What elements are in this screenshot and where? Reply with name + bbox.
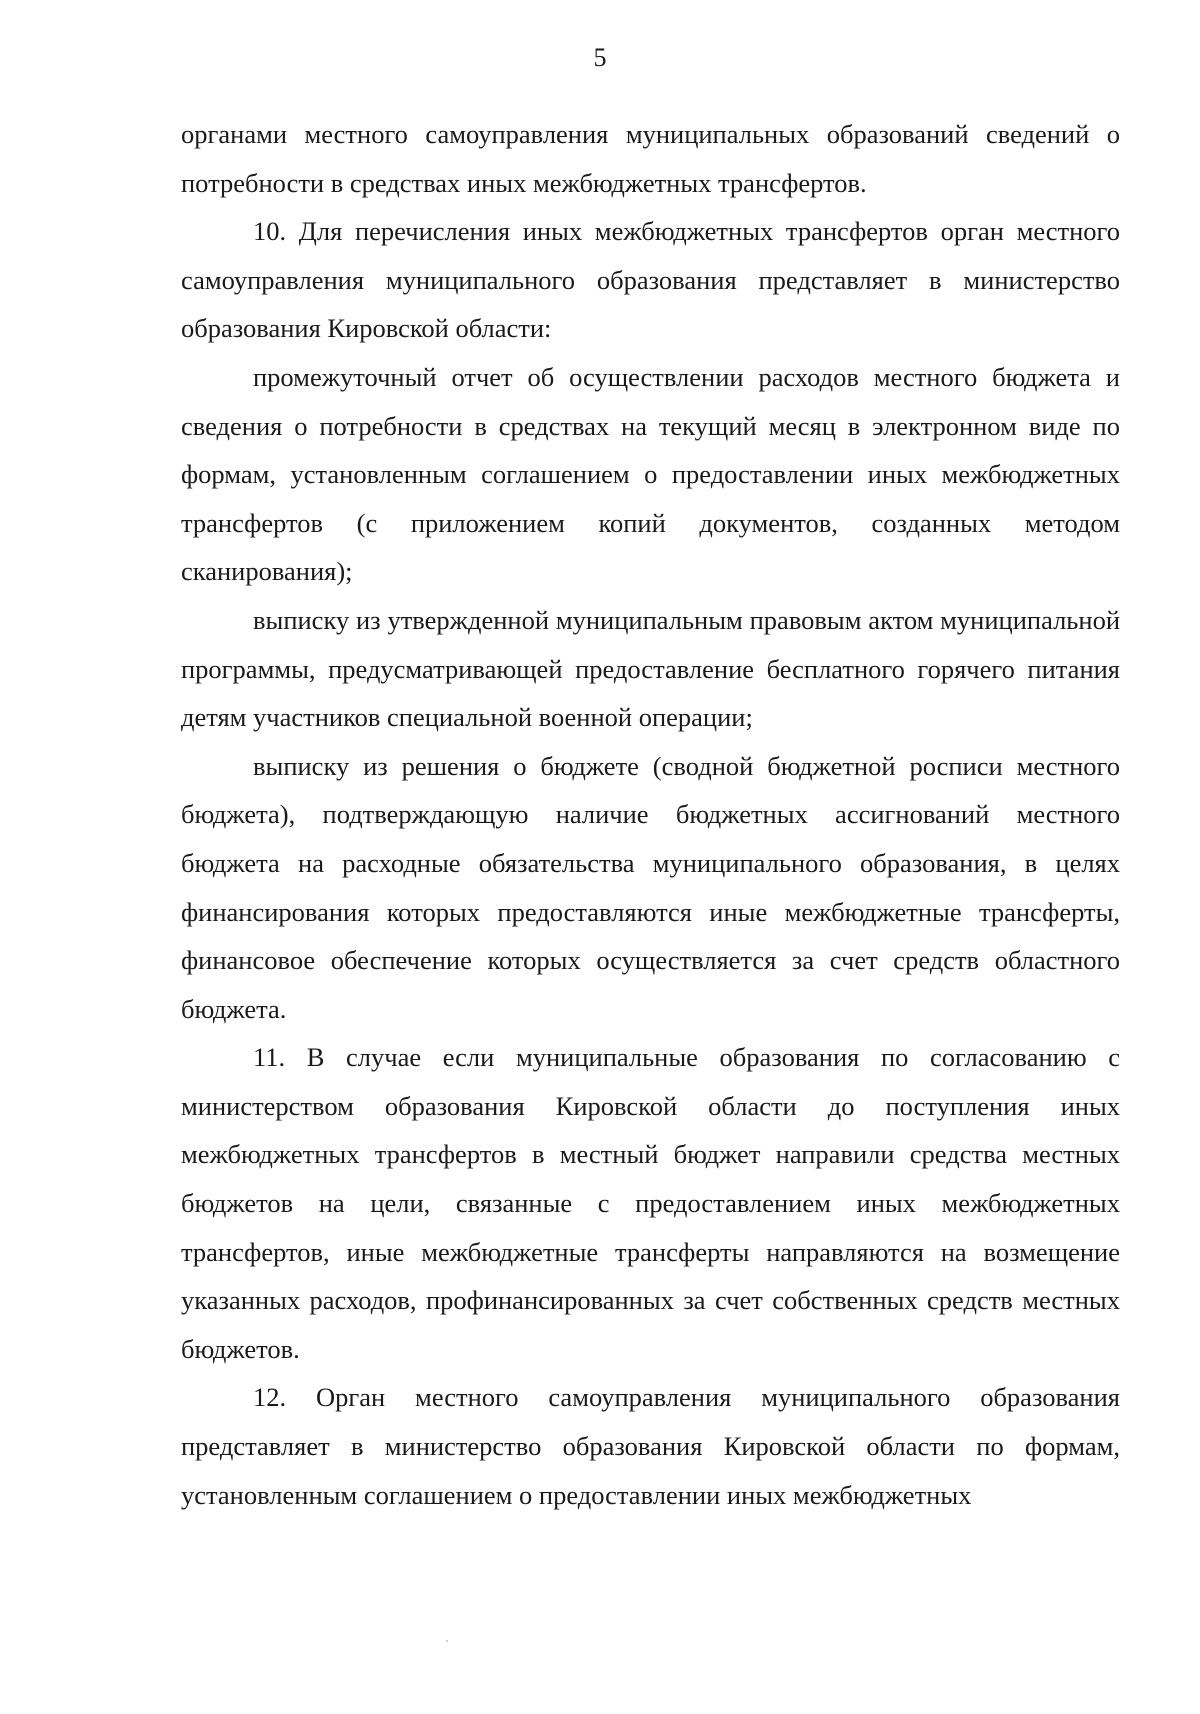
- paragraph-item-12: 12. Орган местного самоуправления муниципального образования представляет в министерство образования Кировской области по формам, установленным соглашением о предоставлении иных межбюджетных: [181, 1382, 1120, 1510]
- paragraph-item-10: 10. Для перечисления иных межбюджетных трансфертов орган местного самоуправления муниципального образования представляет в министерство образования Кировской области:: [181, 216, 1120, 344]
- paragraph-program-extract: выписку из утвержденной муниципальным правовым актом муниципальной программы, предусматривающей предоставление бесплатного горячего питания детям участников специальной военной операции;: [181, 604, 1120, 733]
- paragraph-continuation: органами местного самоуправления муниципальных образований сведений о потребности в средствах иных межбюджетных трансфертов.: [181, 119, 1120, 198]
- page-number: 5: [593, 43, 607, 72]
- document-body: [181, 110, 1120, 1519]
- paragraph-interim-report: промежуточный отчет об осуществлении расходов местного бюджета и сведения о потребности в средствах на текущий месяц в электронном виде по формам, установленным соглашением о предоставлении иных межбюджетных трансфертов (с приложением копий документов, созданных методом сканирования);: [181, 361, 1120, 587]
- paragraph-item-11: 11. В случае если муниципальные образования по согласованию с министерством образования Кировской области до поступления иных межбюджетных трансфертов в местный бюджет направили средства местных бюджетов на цели, связанные с предоставлением иных межбюджетных трансфертов, иные межбюджетные трансферты направляются на возмещение указанных расходов, профинансированных за счет собственных средств местных бюджетов.: [181, 1042, 1120, 1364]
- scan-speck: [446, 1640, 448, 1642]
- paragraph-budget-extract: выписку из решения о бюджете (сводной бюджетной росписи местного бюджета), подтверждающую наличие бюджетных ассигнований местного бюджета на расходные обязательства муниципального образования, в целях финансирования которых предоставляются иные межбюджетные трансферты, финансовое обеспечение которых осуществляется за счет средств областного бюджета.: [181, 750, 1120, 1024]
